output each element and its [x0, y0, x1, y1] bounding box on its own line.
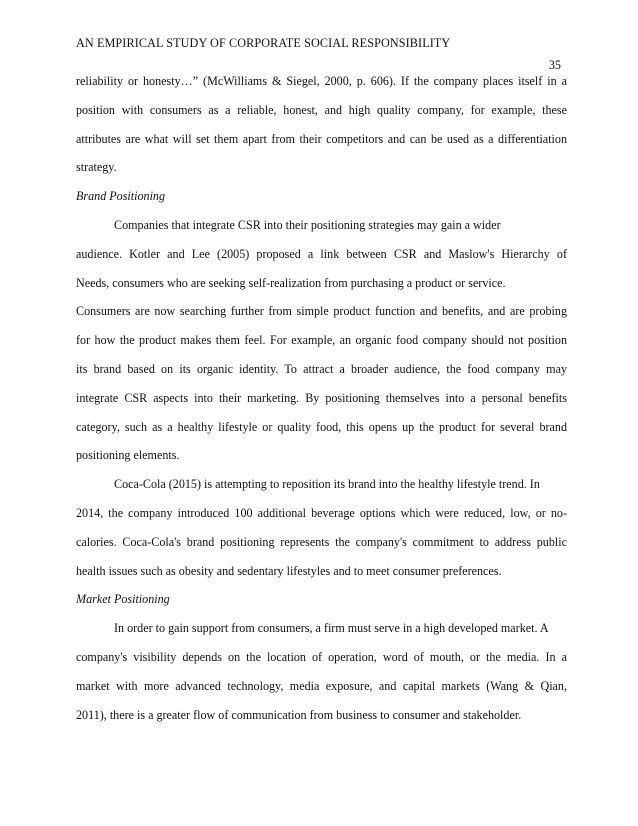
body-line: Consumers are now searching further from simple product function and benefits, and are probing [76, 304, 567, 319]
body-line: calories. Coca-Cola's brand positioning represents the company's commitment to address public [76, 534, 567, 549]
body-line: its brand based on its organic identity. To attract a broader audience, the food company may [76, 361, 567, 376]
section-heading-market-positioning: Market Positioning [76, 592, 170, 607]
body-line: position with consumers as a reliable, honest, and high quality company, for example, these [76, 102, 567, 117]
body-line: Coca-Cola (2015) is attempting to reposition its brand into the healthy lifestyle trend. In [114, 477, 540, 492]
body-line: reliability or honesty…” (McWilliams & Siegel, 2000, p. 606). If the company places itself in a [76, 74, 567, 88]
body-line: market with more advanced technology, media exposure, and capital markets (Wang & Qian, [76, 678, 567, 693]
running-head: AN EMPIRICAL STUDY OF CORPORATE SOCIAL RESPONSIBILITY [76, 36, 451, 50]
page-number: 35 [548, 58, 561, 72]
body-line: In order to gain support from consumers, a firm must serve in a high developed market. A [114, 621, 549, 636]
body-line: integrate CSR aspects into their marketing. By positioning themselves into a personal benefits [76, 390, 567, 405]
body-line: attributes are what will set them apart from their competitors and can be used as a differentiation [76, 131, 567, 146]
body-line: 2011), there is a greater flow of communication from business to consumer and stakeholder. [76, 707, 522, 722]
body-text [76, 71, 567, 733]
body-line: strategy. [76, 160, 117, 175]
body-line: Needs, consumers who are seeking self-realization from purchasing a product or service. [76, 275, 506, 290]
body-line: for how the product makes them feel. For example, an organic food company should not position [76, 333, 567, 348]
body-line: audience. Kotler and Lee (2005) proposed a link between CSR and Maslow's Hierarchy of [76, 246, 567, 261]
body-line: company's visibility depends on the location of operation, word of mouth, or the media. In a [76, 649, 567, 664]
body-line: positioning elements. [76, 448, 180, 463]
body-line: health issues such as obesity and sedentary lifestyles and to meet consumer preferences. [76, 563, 502, 578]
body-line: Companies that integrate CSR into their positioning strategies may gain a wider [114, 217, 501, 232]
body-line: 2014, the company introduced 100 additional beverage options which were reduced, low, or no- [76, 505, 567, 520]
body-line: category, such as a healthy lifestyle or quality food, this opens up the product for several brand [76, 419, 567, 434]
section-heading-brand-positioning: Brand Positioning [76, 189, 166, 204]
